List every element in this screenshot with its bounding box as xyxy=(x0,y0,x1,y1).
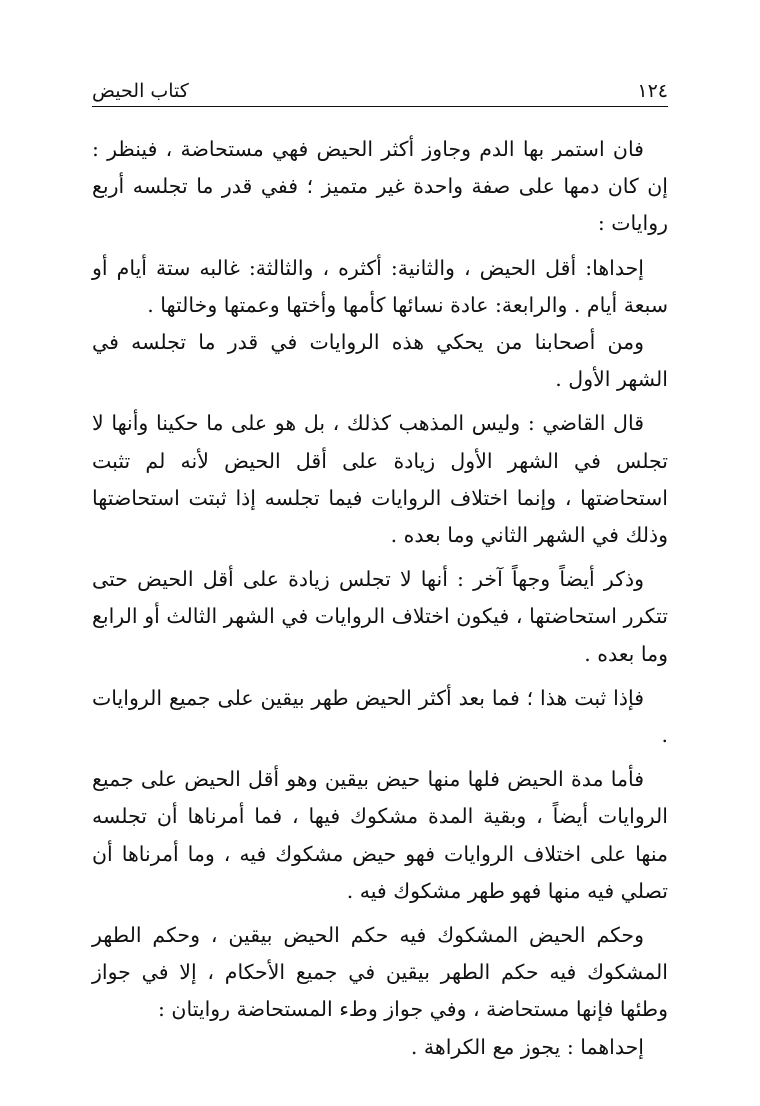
page-number: ١٢٤ xyxy=(637,80,668,102)
running-title: كتاب الحيض xyxy=(92,80,189,102)
paragraph-9: إحداهما : يجوز مع الكراهة . xyxy=(410,1034,644,1059)
header-divider xyxy=(92,106,668,107)
paragraph-6: فإذا ثبت هذا ؛ فما بعد أكثر الحيض طهر بيقين على جميع الروايات . xyxy=(92,685,668,748)
paragraph-8: وحكم الحيض المشكوك فيه حكم الحيض بيقين ، وحكم الطهر المشكوك فيه حكم الطهر بيقين في جميع الأحكام ، إلا في جواز وطئها فإنها مستحاضة ، وفي جواز وطء المستحاضة روايتان : xyxy=(92,923,668,1022)
paragraph-2: إحداها: أقل الحيض ، والثانية: أكثره ، والثالثة: غالبه ستة أيام أو سبعة أيام . والرابعة: عادة نسائها كأمها وأختها وعمتها وخالتها . xyxy=(92,255,668,317)
page-header xyxy=(92,74,668,104)
page-body xyxy=(92,131,668,1073)
paragraph-5: وذكر أيضاً وجهاً آخر : أنها لا تجلس زيادة على أقل الحيض حتى تتكرر استحاضتها ، فيكون اختلاف الروايات في الشهر الثالث أو الرابع وما بعده . xyxy=(92,567,668,666)
paragraph-1: فان استمر بها الدم وجاوز أكثر الحيض فهي مستحاضة ، فينظر : إن كان دمها على صفة واحدة غير متميز ؛ ففي قدر ما تجلسه أربع روايات : xyxy=(92,137,668,236)
paragraph-7: فأما مدة الحيض فلها منها حيض بيقين وهو أقل الحيض على جميع الروايات أيضاً ، وبقية المدة مشكوك فيها ، فما أمرناها أن تجلسه منها على اختلاف الروايات فهو حيض مشكوك فيه ، وما أمرناها أن تصلي فيه منها فهو طهر مشكوك فيه . xyxy=(92,767,668,903)
paragraph-4: قال القاضي : وليس المذهب كذلك ، بل هو على ما حكينا وأنها لا تجلس في الشهر الأول زيادة على أقل الحيض لأنه لم تثبت استحاضتها ، وإنما اختلاف الروايات فيما تجلسه إذا ثبتت استحاضتها وذلك في الشهر الثاني وما بعده . xyxy=(92,411,668,548)
paragraph-3: ومن أصحابنا من يحكي هذه الروايات في قدر ما تجلسه في الشهر الأول . xyxy=(92,330,668,392)
